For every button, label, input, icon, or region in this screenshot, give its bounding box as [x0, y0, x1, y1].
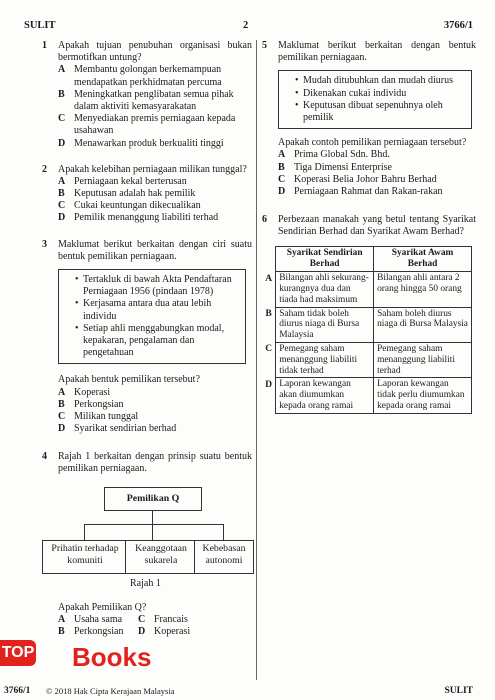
question-number: 4 — [42, 451, 47, 463]
option-label: C — [58, 410, 66, 422]
question-stem: Maklumat berikut berkaitan dengan ciri suatu bentuk pemilikan perniagaan. — [58, 238, 252, 262]
table-cell: Pemegang saham menanggung liabiliti tidak terhad — [276, 342, 374, 377]
option-text: Syarikat sendirian berhad — [74, 423, 177, 435]
question-stem: Maklumat berikut berkaitan dengan bentuk pemilikan perniagaan. — [278, 40, 476, 64]
option-text: Perkongsian — [74, 626, 124, 638]
option-d — [278, 186, 476, 198]
option-text: Koperasi — [74, 386, 111, 398]
sub-question: Apakah bentuk pemilikan tersebut? — [58, 374, 200, 386]
option-c — [58, 113, 252, 137]
option-label: C — [138, 614, 146, 625]
header-right: 3766/1 — [443, 20, 473, 31]
option-label: C — [58, 200, 66, 212]
option-b — [58, 89, 252, 113]
option-b — [58, 626, 138, 638]
column-divider — [256, 40, 257, 680]
option-text: Usaha sama — [74, 614, 123, 625]
option-label: D — [58, 423, 66, 435]
footer-code: 3766/1 — [4, 686, 31, 696]
option-text: Prima Global Sdn. Bhd. — [294, 149, 390, 161]
option-d — [138, 626, 218, 638]
option-d — [58, 138, 252, 150]
sub-question: Apakah contoh pemilikan perniagaan tersebut? — [278, 137, 467, 149]
option-text: Cukai keuntungan dikecualikan — [74, 200, 201, 212]
option-a — [58, 387, 252, 399]
option-text: Pemilik menanggung liabiliti terhad — [74, 212, 219, 224]
option-text: Koperasi Belia Johor Bahru Berhad — [294, 173, 437, 185]
table-corner — [262, 247, 276, 272]
question-4 — [42, 451, 252, 475]
option-text: Milikan tunggal — [74, 410, 139, 422]
question-number: 3 — [42, 238, 47, 250]
connector-line — [223, 524, 224, 540]
question-1 — [42, 40, 252, 150]
table-cell: Saham boleh diurus niaga di Bursa Malaysia — [374, 307, 472, 342]
option-text: Francais — [154, 614, 188, 625]
option-a — [58, 176, 252, 188]
info-item: • Mudah ditubuhkan dan mudah diurus — [295, 75, 465, 87]
option-c — [138, 614, 218, 626]
diagram-root: Pemilikan Q — [104, 487, 202, 511]
comparison-table — [262, 246, 472, 413]
option-text: Meningkatkan penglibatan semua pihak dalam aktiviti kemasyarakatan — [74, 88, 234, 112]
option-text: Membantu golongan berkemampuan mendapatkan perkhidmatan percuma — [74, 64, 222, 88]
option-text: Tiga Dimensi Enterprise — [294, 161, 392, 173]
question-3 — [42, 239, 252, 436]
question-number: 5 — [262, 40, 267, 51]
option-text: Perniagaan kekal berterusan — [74, 175, 187, 187]
option-text: Menawarkan produk berkualiti tinggi — [74, 137, 224, 149]
info-list — [285, 75, 465, 124]
table-row — [262, 378, 472, 413]
row-label: B — [265, 309, 272, 319]
option-label: D — [278, 185, 286, 197]
right-column — [262, 40, 476, 414]
option-label: D — [58, 137, 66, 149]
option-label: A — [58, 64, 66, 76]
question-number: 2 — [42, 163, 47, 175]
option-text: Perniagaan Rahmat dan Rakan-rakan — [294, 185, 443, 197]
option-label: C — [278, 173, 286, 185]
diagram-caption: Rajah 1 — [130, 578, 161, 589]
logo-books-text: Books — [72, 642, 152, 672]
option-label: A — [58, 386, 66, 398]
option-label: B — [58, 188, 65, 200]
option-c — [58, 411, 252, 423]
logo-top-badge: TOP — [0, 640, 36, 666]
connector-line — [84, 524, 85, 540]
question-2 — [42, 164, 252, 225]
table-header-row — [262, 247, 472, 272]
table-cell: Bilangan ahli antara 2 orang hingga 50 orang — [374, 272, 472, 307]
option-text: Perkongsian — [74, 398, 124, 410]
table-cell: Laporan kewangan akan diumumkan kepada orang ramai — [276, 378, 374, 413]
question-6 — [262, 214, 476, 238]
diagram-child-1: Prihatin terhadap komuniti — [42, 540, 128, 574]
question-stem: Rajah 1 berkaitan dengan prinsip suatu bentuk pemilikan perniagaan. — [58, 451, 252, 475]
diagram-child-3: Kebebasan autonomi — [194, 540, 254, 574]
option-a — [58, 614, 138, 626]
option-label: D — [58, 212, 66, 224]
row-label: C — [265, 344, 272, 355]
table-cell: Saham tidak boleh diurus niaga di Bursa Malaysia — [276, 307, 374, 342]
question-stem: Apakah kelebihan perniagaan milikan tunggal? — [58, 163, 247, 175]
table-cell: Bilangan ahli sekurang-kurangnya dua dan tiada had maksimum — [276, 272, 374, 307]
option-c — [58, 200, 252, 212]
option-d — [58, 423, 252, 435]
info-item: • Setiap ahli menggabungkan modal, kepakaran, pengalaman dan pengetahuan — [75, 323, 239, 360]
option-b — [58, 188, 252, 200]
table-header: Syarikat Awam Berhad — [374, 247, 472, 272]
option-b — [278, 162, 476, 174]
option-label: B — [58, 626, 65, 638]
table-header: Syarikat Sendirian Berhad — [276, 247, 374, 272]
option-label: B — [58, 398, 65, 410]
question-stem: Perbezaan manakah yang betul tentang Syarikat Sendirian Berhad dan Syarikat Awam Berhad? — [278, 214, 476, 238]
sub-question: Apakah Pemilikan Q? — [58, 602, 147, 613]
option-text: Menyediakan premis perniagaan kepada usahawan — [74, 113, 236, 137]
option-label: B — [278, 161, 285, 173]
question-stem: Apakah tujuan penubuhan organisasi bukan bermotifkan untung? — [58, 40, 252, 64]
option-b — [58, 399, 252, 411]
option-a — [278, 149, 476, 161]
option-label: A — [58, 614, 66, 625]
row-label: A — [265, 273, 272, 284]
option-label: A — [278, 149, 286, 161]
option-a — [58, 64, 252, 88]
info-item: • Keputusan dibuat sepenuhnya oleh pemilik — [295, 100, 465, 124]
connector-line — [152, 510, 153, 524]
header-left: SULIT — [24, 20, 56, 31]
diagram-child-2: Keanggotaan sukarela — [125, 540, 197, 574]
option-label: D — [138, 626, 146, 638]
option-d — [58, 212, 252, 224]
row-label: D — [265, 379, 272, 390]
option-label: C — [58, 113, 66, 125]
info-box — [58, 269, 246, 364]
option-label: A — [58, 175, 66, 187]
info-item: • Dikenakan cukai individu — [295, 88, 465, 100]
question-number: 6 — [262, 214, 267, 226]
page-number: 2 — [243, 20, 249, 31]
option-label: B — [58, 88, 65, 100]
connector-line — [152, 524, 153, 540]
table-row — [262, 307, 472, 342]
table-row — [262, 342, 472, 377]
left-column — [42, 40, 252, 484]
info-list — [65, 274, 239, 359]
info-box — [278, 70, 472, 129]
footer-copyright: © 2018 Hak Cipta Kerajaan Malaysia — [46, 686, 175, 696]
option-c — [278, 174, 476, 186]
options-grid — [58, 614, 218, 638]
question-5 — [262, 40, 476, 198]
table-cell: Pemegang saham menanggung liabiliti terhad — [374, 342, 472, 377]
question-number: 1 — [42, 40, 47, 51]
info-item: • Tertakluk di bawah Akta Pendaftaran Perniagaan 1956 (pindaan 1978) — [75, 274, 239, 298]
table-row — [262, 272, 472, 307]
connector-line — [84, 524, 223, 525]
option-text: Koperasi — [154, 626, 191, 638]
footer-right: SULIT — [444, 686, 473, 696]
option-text: Keputusan adalah hak pemilik — [74, 188, 196, 200]
info-item: • Kerjasama antara dua atau lebih individu — [75, 298, 239, 322]
table-cell: Laporan kewangan tidak perlu diumumkan kepada orang ramai — [374, 378, 472, 413]
